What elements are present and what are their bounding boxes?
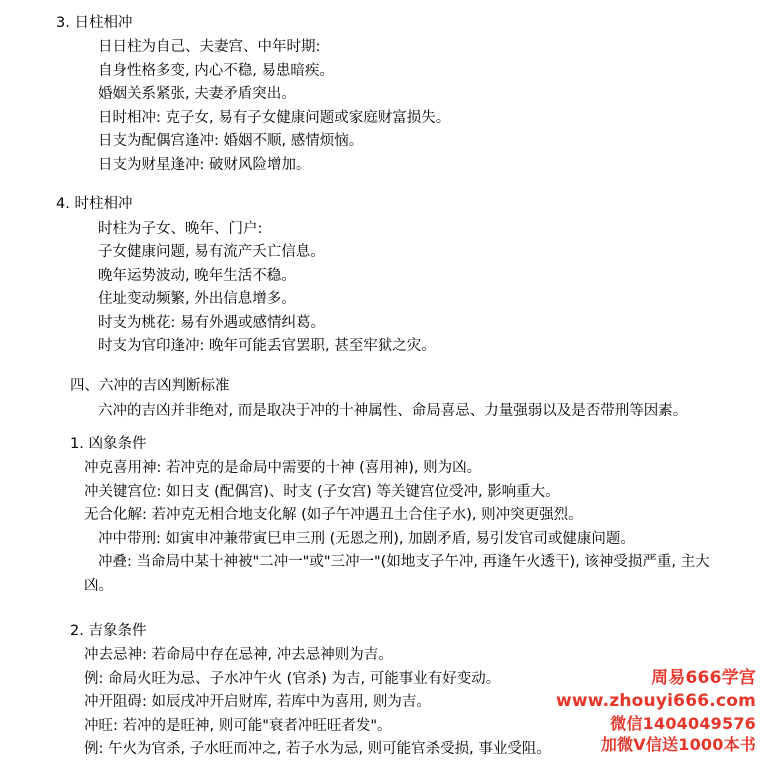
subsection-line: 例: 命局火旺为忌、子水冲午火 (官杀) 为吉, 可能事业有好变动。 — [84, 670, 501, 687]
subsection-line: 冲关键宫位: 如日支 (配偶宫)、时支 (子女宫) 等关键宫位受冲, 影响重大。 — [84, 483, 560, 500]
section-heading: 3. 日柱相冲 — [56, 15, 133, 31]
subsection-block — [56, 620, 734, 762]
section-line: 日支为配偶宫逢冲: 婚姻不顺, 感情烦恼。 — [98, 133, 364, 150]
section-line: 晚年运势波动, 晚年生活不稳。 — [98, 267, 296, 284]
subsection-line: 冲去忌神: 若命局中存在忌神, 冲去忌神则为吉。 — [84, 647, 393, 664]
section-line: 婚姻关系紧张, 夫妻矛盾突出。 — [98, 86, 296, 103]
chapter-block — [56, 375, 734, 423]
section-line: 时支为官印逢冲: 晚年可能丢官罢职, 甚至牢狱之灾。 — [98, 338, 436, 355]
section-line: 住址变动频繁, 外出信息增多。 — [98, 291, 296, 308]
section-line: 时支为桃花: 易有外遇或感情纠葛。 — [98, 314, 325, 331]
section-line: 日支为财星逢冲: 破财风险增加。 — [98, 156, 311, 173]
subsection-lines — [56, 644, 734, 761]
subsection-heading: 1. 凶象条件 — [70, 436, 147, 453]
section-lines — [56, 218, 734, 359]
section-line: 时柱为子女、晚年、门户: — [98, 220, 263, 237]
chapter-heading: 四、六冲的吉凶判断标准 — [70, 377, 230, 394]
watermark-url: www.zhouyi666.com — [556, 690, 756, 711]
subsection-line: 冲旺: 若冲的是旺神, 则可能"衰者冲旺旺者发"。 — [84, 717, 392, 734]
spacer — [56, 608, 734, 620]
watermark-brand: 周易666学宫 — [651, 667, 756, 688]
section-heading: 4. 时柱相冲 — [56, 196, 133, 213]
subsection-line: 冲中带刑: 如寅申冲兼带寅巳申三刑 (无恩之刑), 加剧矛盾, 易引发官司或健康问题。 — [98, 530, 635, 547]
section-line: 日时相冲: 克子女, 易有子女健康问题或家庭财富损失。 — [98, 109, 451, 126]
section-line: 日日柱为自己、夫妻宫、中年时期: — [98, 39, 321, 56]
section-lines — [56, 36, 734, 177]
watermark-promo: 加微V信送1000本书 — [600, 735, 756, 755]
subsection-line: 冲开阻碍: 如辰戌冲开启财库, 若库中为喜用, 则为吉。 — [84, 694, 431, 711]
subsection-block — [56, 433, 734, 598]
watermark-wechat: 微信1404049576 — [610, 713, 756, 733]
subsection-line: 冲叠: 当命局中某十神被"二冲一"或"三冲一"(如地支子午冲, 再逢午火透干), 该神受损严重, 主大凶。 — [84, 554, 710, 594]
section-block — [56, 12, 734, 177]
chapter-intro: 六冲的吉凶并非绝对, 而是取决于冲的十神属性、命局喜忌、力量强弱以及是否带刑等因素。 — [98, 402, 688, 419]
subsection-heading: 2. 吉象条件 — [70, 623, 147, 640]
subsection-line: 无合化解: 若冲克无相合地支化解 (如子午冲遇丑土合住子水), 则冲突更强烈。 — [84, 507, 583, 524]
section-line: 自身性格多变, 内心不稳, 易患暗疾。 — [98, 62, 334, 79]
subsection-lines — [56, 457, 734, 598]
subsection-line: 例: 午火为官杀, 子水旺而冲之, 若子水为忌, 则可能官杀受损, 事业受阻。 — [84, 741, 551, 758]
subsection-line: 冲克喜用神: 若冲克的是命局中需要的十神 (喜用神), 则为凶。 — [84, 460, 482, 477]
section-line: 子女健康问题, 易有流产夭亡信息。 — [98, 244, 325, 261]
section-block — [56, 193, 734, 358]
